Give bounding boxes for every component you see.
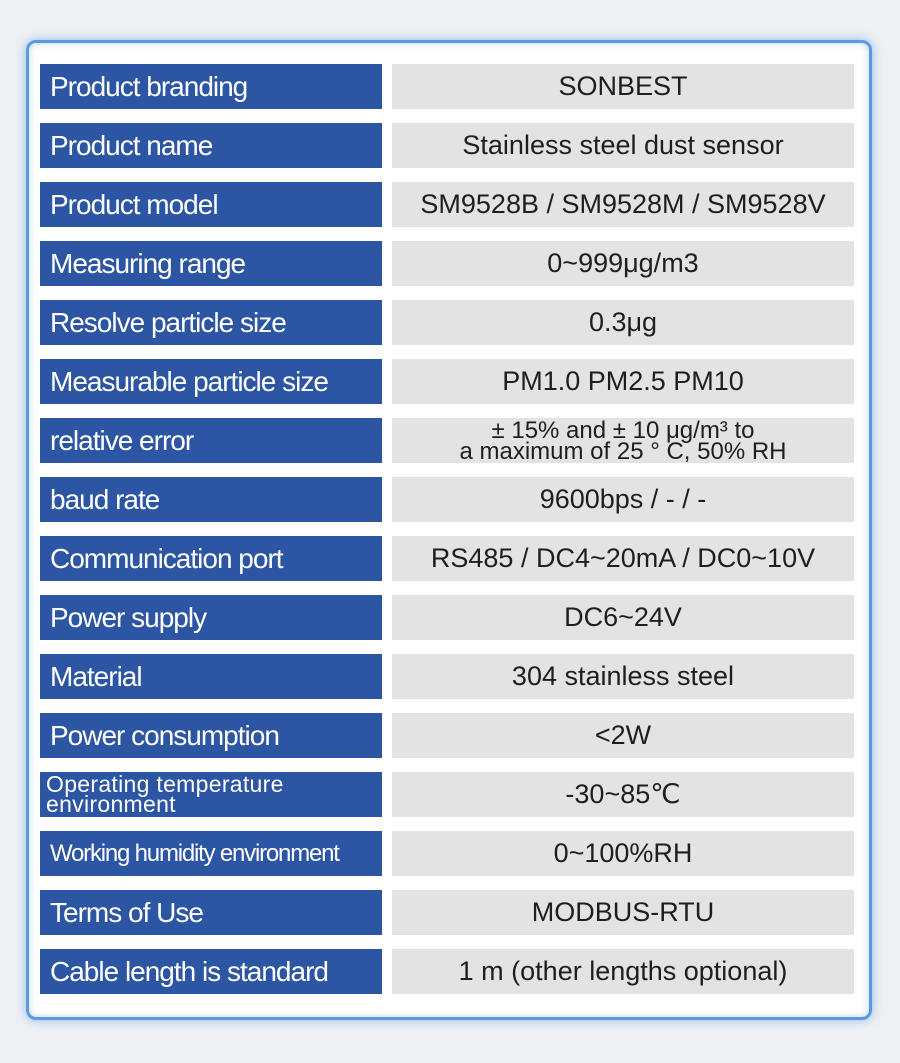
- spec-row-product-model: [40, 182, 854, 227]
- spec-value: 0~100%RH: [392, 831, 854, 876]
- spec-row-product-name: [40, 123, 854, 168]
- spec-value: 0~999μg/m3: [392, 241, 854, 286]
- spec-value: PM1.0 PM2.5 PM10: [392, 359, 854, 404]
- spec-value: 9600bps / - / -: [392, 477, 854, 522]
- spec-row-communication-port: [40, 536, 854, 581]
- spec-label: Resolve particle size: [40, 300, 382, 345]
- spec-value: MODBUS-RTU: [392, 890, 854, 935]
- spec-value: DC6~24V: [392, 595, 854, 640]
- spec-label: Material: [40, 654, 382, 699]
- spec-label: Product branding: [40, 64, 382, 109]
- spec-value-line: a maximum of 25 ° C, 50% RH: [459, 438, 787, 463]
- spec-value: RS485 / DC4~20mA / DC0~10V: [392, 536, 854, 581]
- spec-row-resolve-particle-size: [40, 300, 854, 345]
- spec-value: SM9528B / SM9528M / SM9528V: [392, 182, 854, 227]
- spec-row-relative-error: [40, 418, 854, 463]
- spec-row-material: [40, 654, 854, 699]
- spec-value-line: ± 15% and ± 10 μg/m³ to: [491, 418, 755, 444]
- spec-label: Product model: [40, 182, 382, 227]
- spec-value: 1 m (other lengths optional): [392, 949, 854, 994]
- spec-row-measurable-particle-size: [40, 359, 854, 404]
- spec-label: [40, 772, 382, 817]
- spec-label: Working humidity environment: [40, 831, 382, 876]
- spec-label: Power consumption: [40, 713, 382, 758]
- spec-label: Communication port: [40, 536, 382, 581]
- spec-row-power-consumption: [40, 713, 854, 758]
- spec-row-cable-length: [40, 949, 854, 994]
- spec-label: Cable length is standard: [40, 949, 382, 994]
- spec-row-power-supply: [40, 595, 854, 640]
- spec-row-baud-rate: [40, 477, 854, 522]
- spec-label: Terms of Use: [40, 890, 382, 935]
- spec-label: baud rate: [40, 477, 382, 522]
- spec-row-operating-temperature: [40, 772, 854, 817]
- spec-value: -30~85℃: [392, 772, 854, 817]
- spec-value: [392, 418, 854, 463]
- spec-label: relative error: [40, 418, 382, 463]
- spec-label-line: Operating temperature: [46, 772, 284, 797]
- spec-label: Measuring range: [40, 241, 382, 286]
- spec-row-product-branding: [40, 64, 854, 109]
- spec-value: 0.3μg: [392, 300, 854, 345]
- spec-label: Measurable particle size: [40, 359, 382, 404]
- spec-value: 304 stainless steel: [392, 654, 854, 699]
- spec-value: <2W: [392, 713, 854, 758]
- spec-label-line: environment: [46, 791, 176, 817]
- spec-row-working-humidity: [40, 831, 854, 876]
- spec-row-measuring-range: [40, 241, 854, 286]
- spec-value: Stainless steel dust sensor: [392, 123, 854, 168]
- spec-row-terms-of-use: [40, 890, 854, 935]
- spec-label: Power supply: [40, 595, 382, 640]
- spec-label: Product name: [40, 123, 382, 168]
- spec-value: SONBEST: [392, 64, 854, 109]
